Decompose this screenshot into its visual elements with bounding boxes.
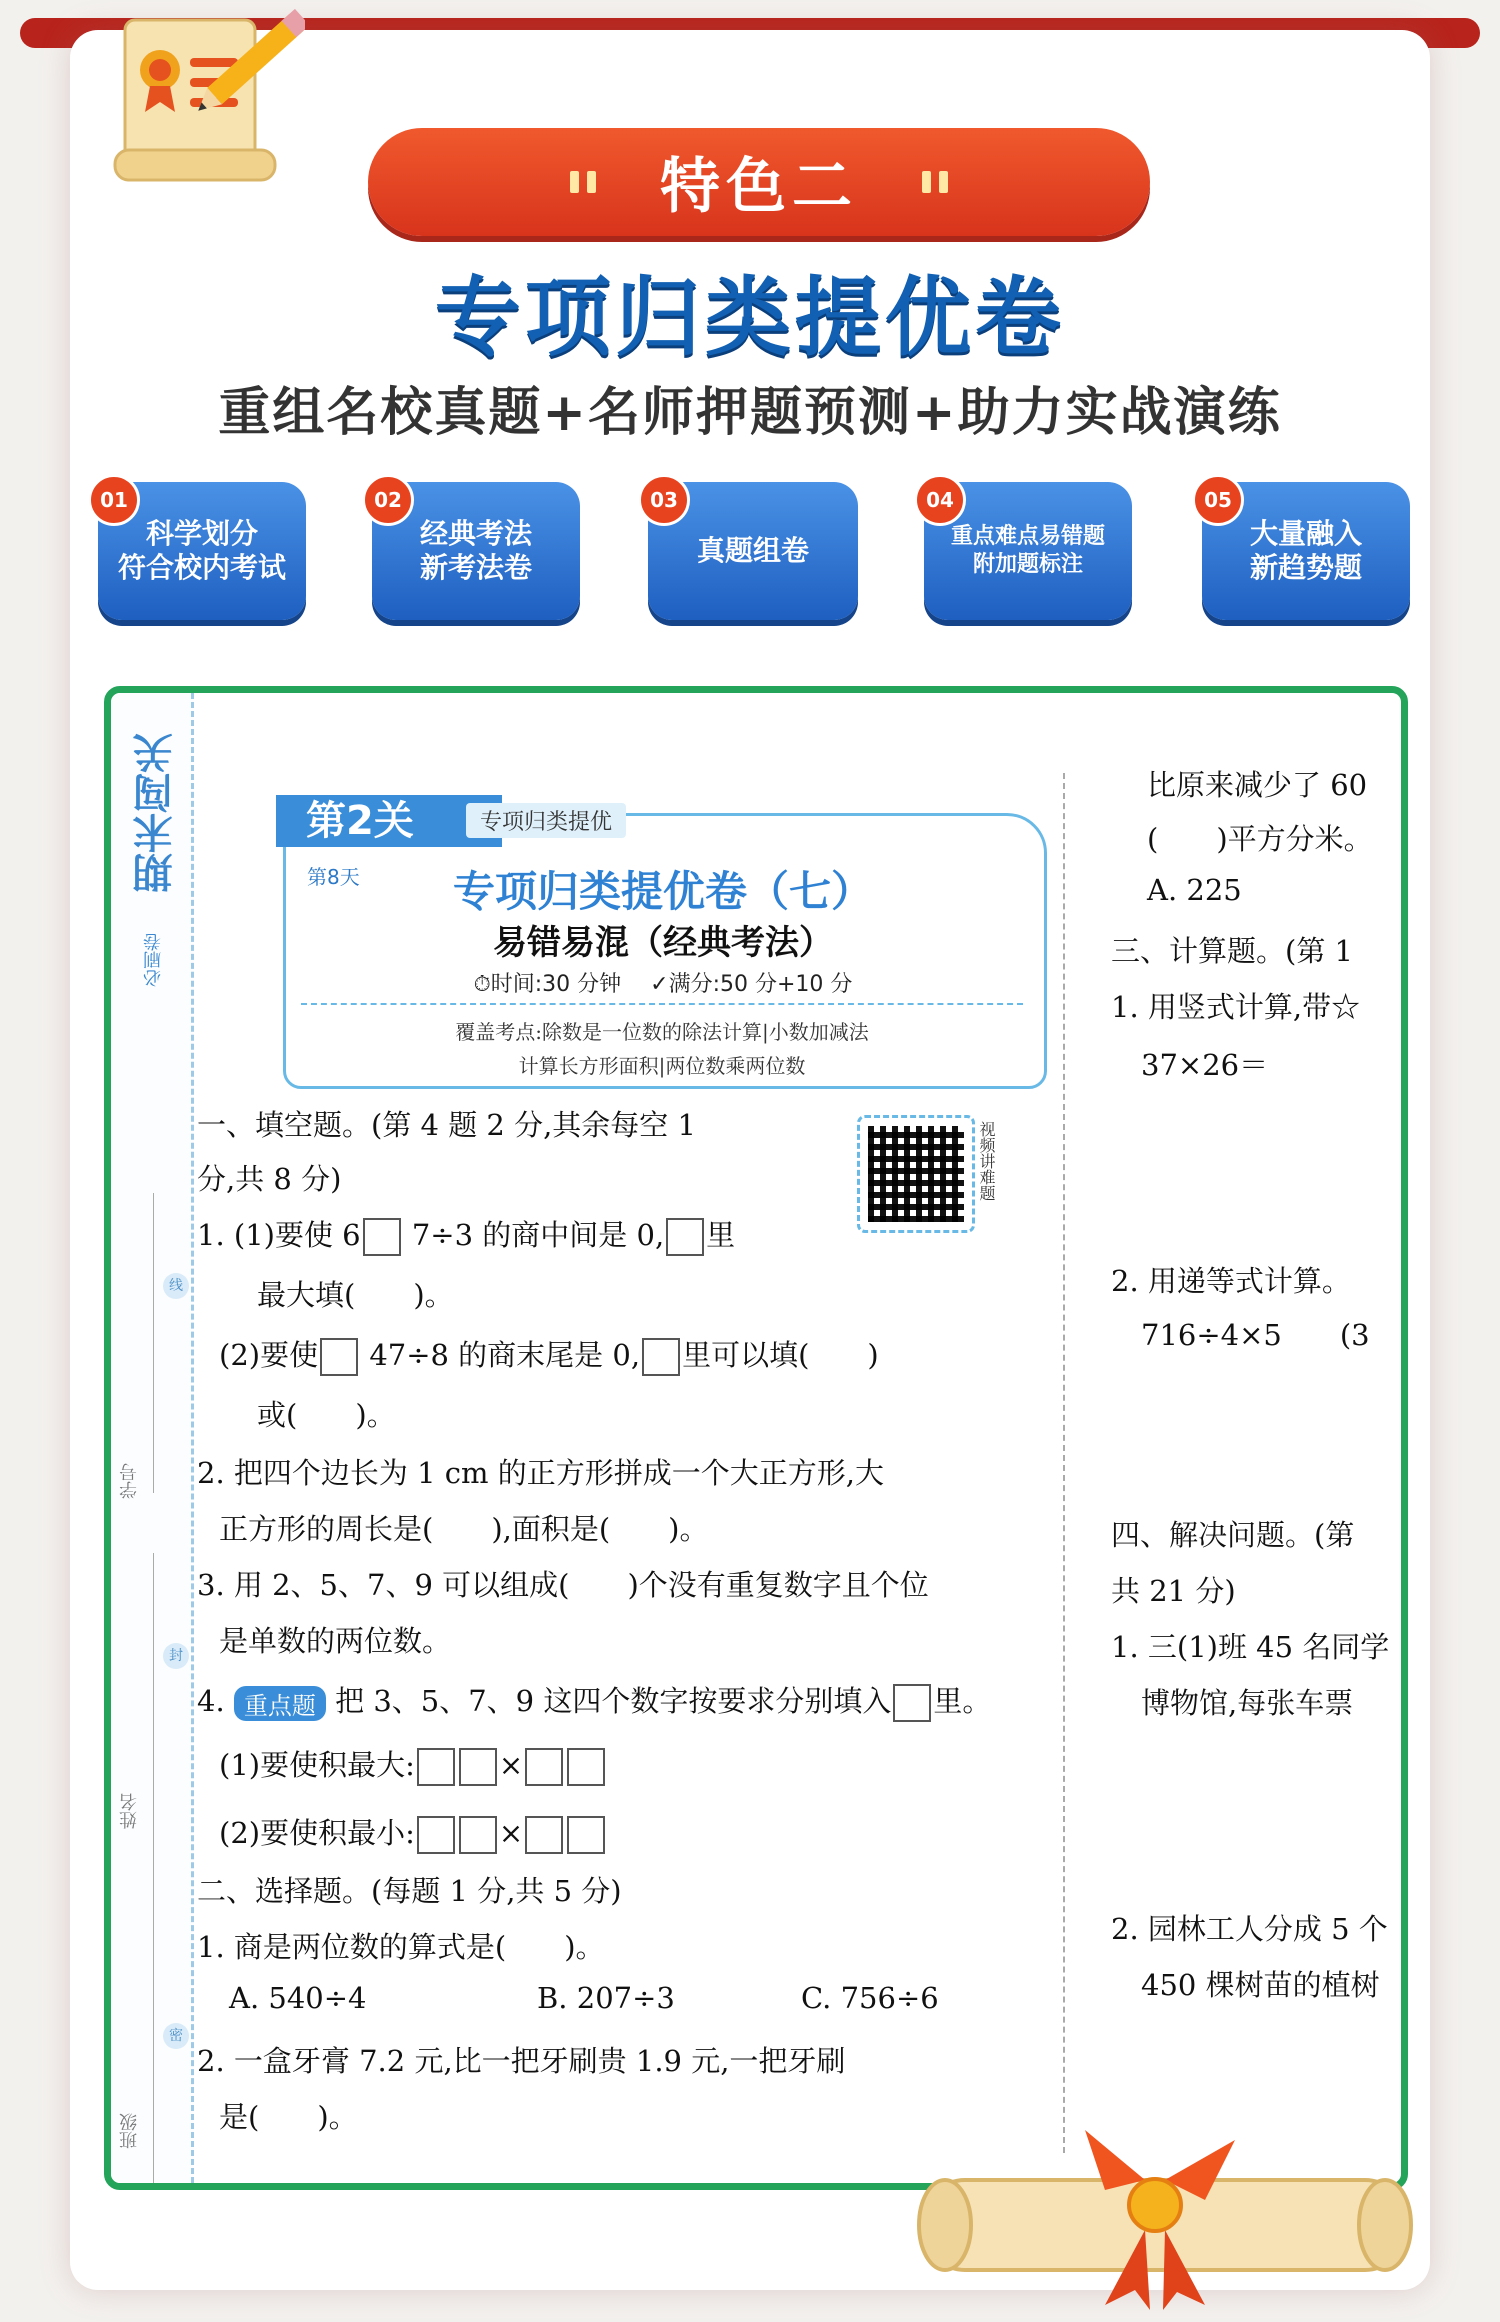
choice-1: 1. 商是两位数的算式是( )。 <box>197 1930 605 1964</box>
sidebar-label-name: 姓名 <box>119 1793 140 1829</box>
answer-box[interactable] <box>417 1748 455 1786</box>
question-text: 里 <box>706 1218 736 1252</box>
coverage-line: 覆盖考点:除数是一位数的除法计算|小数加减法 <box>455 1020 869 1044</box>
question-1a-cont: 最大填( )。 <box>257 1278 454 1312</box>
question-4b <box>219 1811 607 1854</box>
right-text: 博物馆,每张车票 <box>1141 1686 1354 1720</box>
right-text: 2. 园林工人分成 5 个 <box>1111 1912 1388 1946</box>
right-text: 2. 用递等式计算。 <box>1111 1264 1351 1298</box>
answer-box[interactable] <box>363 1218 401 1256</box>
question-text: (2)要使 <box>219 1338 319 1372</box>
question-text: 把 3、5、7、9 这四个数字按要求分别填入 <box>335 1684 892 1718</box>
question-text: (2)要使积最小: <box>219 1816 415 1850</box>
section-fill-blank: 一、填空题。(第 4 题 2 分,其余每空 1 <box>197 1108 696 1142</box>
quote-mark-icon <box>918 171 952 193</box>
right-text: 共 21 分) <box>1111 1574 1236 1608</box>
sidebar-dot: 封 <box>163 1643 189 1669</box>
answer-box[interactable] <box>525 1748 563 1786</box>
quote-mark-icon <box>566 171 600 193</box>
times-sign: × <box>498 1748 524 1782</box>
feature-label: 重点难点易错题 附加题标注 <box>950 524 1105 577</box>
qr-label: 视频讲难题 <box>977 1121 996 1201</box>
answer-box[interactable] <box>567 1748 605 1786</box>
question-text: 7÷3 的商中间是 0, <box>411 1218 665 1252</box>
feature-banner <box>368 128 1150 236</box>
column-divider <box>1063 773 1065 2153</box>
section-problem-solving: 四、解决问题。(第 <box>1111 1518 1355 1552</box>
feature-label: 大量融入 新趋势题 <box>1249 517 1362 584</box>
feature-card-4 <box>924 482 1132 620</box>
answer-box[interactable] <box>666 1218 704 1256</box>
answer-box[interactable] <box>642 1338 680 1376</box>
feature-card-1 <box>98 482 306 620</box>
exam-sheet-preview <box>104 686 1408 2190</box>
key-question-badge: 重点题 <box>234 1686 326 1721</box>
sidebar-subtitle: 必刷卷 <box>143 933 164 987</box>
feature-label: 真题组卷 <box>696 534 809 567</box>
question-4 <box>197 1679 991 1722</box>
sidebar-dot: 密 <box>163 2023 189 2049</box>
sidebar-dot: 线 <box>163 1273 189 1299</box>
right-text: 1. 三(1)班 45 名同学 <box>1111 1630 1390 1664</box>
qr-pattern <box>868 1126 964 1222</box>
question-1a <box>197 1213 735 1256</box>
subtitle: 重组名校真题+名师押题预测+助力实战演练 <box>218 383 1282 443</box>
paper-subtitle: 易错易混（经典考法） <box>493 923 833 963</box>
answer-box[interactable] <box>417 1816 455 1854</box>
section-fill-blank-cont: 分,共 8 分) <box>197 1162 342 1196</box>
level-tag: 专项归类提优 <box>466 803 626 838</box>
feature-card-2 <box>372 482 580 620</box>
scroll-ribbon-icon <box>905 2120 1425 2310</box>
feature-number: 03 <box>638 474 690 526</box>
feature-number: 04 <box>914 474 966 526</box>
question-3-cont: 是单数的两位数。 <box>219 1624 452 1658</box>
question-4a <box>219 1743 607 1786</box>
right-text: 450 棵树苗的植树 <box>1141 1968 1380 2002</box>
question-number: 4. <box>197 1684 225 1718</box>
sheet-sidebar <box>111 693 194 2183</box>
right-text: 比原来减少了 60 <box>1147 768 1368 802</box>
question-text: 里。 <box>933 1684 992 1718</box>
right-text: 1. 用竖式计算,带☆ <box>1111 990 1361 1024</box>
coverage-points <box>301 1003 1023 1083</box>
section-choice: 二、选择题。(每题 1 分,共 5 分) <box>197 1874 622 1908</box>
level-tab: 第2关 <box>276 795 502 847</box>
feature-number: 05 <box>1192 474 1244 526</box>
main-title: 专项归类提优卷 <box>435 268 1065 368</box>
times-sign: × <box>498 1816 524 1850</box>
sidebar-label-class: 班级 <box>119 2113 140 2149</box>
feature-card-3 <box>648 482 858 620</box>
feature-number: 01 <box>88 474 140 526</box>
question-3: 3. 用 2、5、7、9 可以组成( )个没有重复数字且个位 <box>197 1568 929 1602</box>
right-text: 37×26＝ <box>1141 1048 1269 1082</box>
certificate-pencil-icon <box>95 0 305 190</box>
day-label: 第8天 <box>307 865 360 889</box>
choice-1-option-c: C. 756÷6 <box>801 1981 939 2015</box>
answer-box[interactable] <box>459 1748 497 1786</box>
choice-1-option-a: A. 540÷4 <box>229 1981 367 2015</box>
sidebar-label-student-number: 学号 <box>119 1463 140 1499</box>
question-text: (1)要使积最大: <box>219 1748 415 1782</box>
sidebar-title: 期末闯关 <box>133 733 179 893</box>
choice-1-option-b: B. 207÷3 <box>537 1981 675 2015</box>
answer-box[interactable] <box>320 1338 358 1376</box>
section-calculation: 三、计算题。(第 1 <box>1111 934 1353 968</box>
choice-2-cont: 是( )。 <box>219 2100 358 2134</box>
right-text: ( )平方分米。 <box>1147 822 1373 856</box>
answer-box[interactable] <box>525 1816 563 1854</box>
question-text: 47÷8 的商末尾是 0, <box>369 1338 641 1372</box>
question-1b-cont: 或( )。 <box>257 1398 396 1432</box>
paper-meta: ⏱时间:30 分钟 ✓满分:50 分+10 分 <box>473 972 853 997</box>
right-text: 716÷4×5 (3 <box>1141 1318 1370 1352</box>
question-1b <box>219 1333 879 1376</box>
question-2-cont: 正方形的周长是( ),面积是( )。 <box>219 1512 709 1546</box>
answer-box[interactable] <box>893 1684 931 1722</box>
paper-title: 专项归类提优卷（七） <box>452 867 873 916</box>
choice-2: 2. 一盒牙膏 7.2 元,比一把牙刷贵 1.9 元,一把牙刷 <box>197 2044 846 2078</box>
feature-card-5 <box>1202 482 1410 620</box>
answer-box[interactable] <box>567 1816 605 1854</box>
feature-number: 02 <box>362 474 414 526</box>
question-text: 里可以填( ) <box>682 1338 879 1372</box>
feature-label: 科学划分 符合校内考试 <box>117 517 286 584</box>
banner-label: 特色二 <box>660 152 858 222</box>
binding-line <box>153 1193 154 1493</box>
answer-box[interactable] <box>459 1816 497 1854</box>
right-text: A. 225 <box>1147 873 1242 907</box>
feature-label: 经典考法 新考法卷 <box>419 517 532 584</box>
question-2: 2. 把四个边长为 1 cm 的正方形拼成一个大正方形,大 <box>197 1456 884 1490</box>
qr-code[interactable] <box>857 1115 975 1233</box>
binding-line <box>153 1553 154 2190</box>
coverage-line: 计算长方形面积|两位数乘两位数 <box>518 1054 806 1078</box>
question-text: 1. (1)要使 6 <box>197 1218 361 1252</box>
